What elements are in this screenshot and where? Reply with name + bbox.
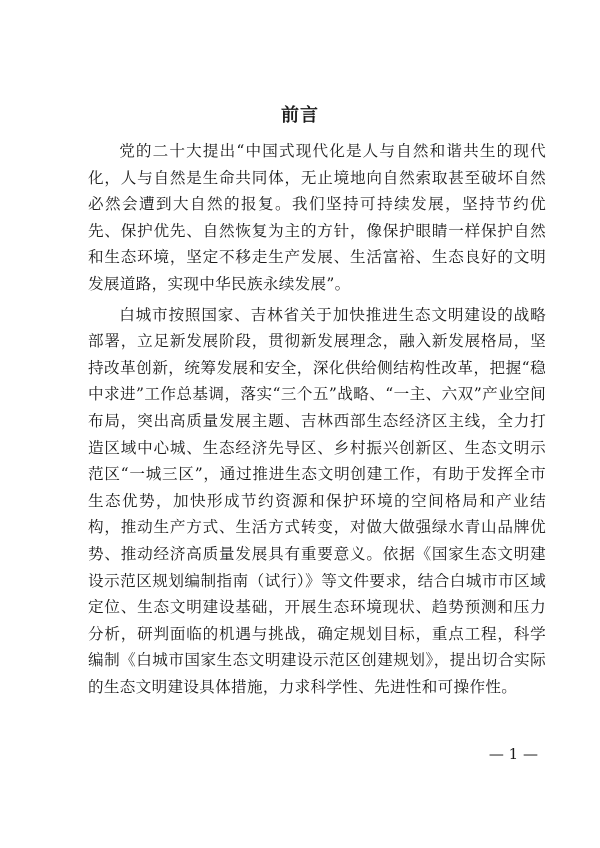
paragraph-1: 党的二十大提出“中国式现代化是人与自然和谐共生的现代化，人与自然是生命共同体，无止境地向自然索取甚至破坏自然必然会遭到大自然的报复。我们坚持可持续发展，坚持节约优先、保护优先、自然恢复为主的方针，像保护眼睛一样保护自然和生态环境，坚定不移走生产发展、生活富裕、生态良好的文明发展道路，实现中华民族永续发展”。 [88,142,546,293]
paragraph-2: 白城市按照国家、吉林省关于加快推进生态文明建设的战略部署，立足新发展阶段，贯彻新发展理念，融入新发展格局，坚持改革创新，统筹发展和安全，深化供给侧结构性改革，把握“稳中求进”工作总基调，落实“三个五”战略、“一主、六双”产业空间布局，突出高质量发展主题、吉林西部生态经济区主线，全力打造区域中心城、生态经济先导区、乡村振兴创新区、生态文明示范区“一城三区”，通过推进生态文明创建工作，有助于发挥全市生态优势，加快形成节约资源和保护环境的空间格局和产业结构，推动生产方式、生活方式转变，对做大做强绿水青山品牌优势、推动经济高质量发展具有重要意义。依据《国家生态文明建设示范区规划编制指南（试行）》等文件要求，结合白城市市区域定位、生态文明建设基础，开展生态环境现状、趋势预测和压力分析，研判面临的机遇与挑战，确定规划目标，重点工程，科学编制《白城市国家生态文明建设示范区创建规划》，提出切合实际的生态文明建设具体措施，力求科学性、先进性和可操作性。 [88,305,546,696]
body-text [88,138,546,700]
page-title: 前言 [281,105,319,126]
page-number: — 1 — [488,745,538,763]
